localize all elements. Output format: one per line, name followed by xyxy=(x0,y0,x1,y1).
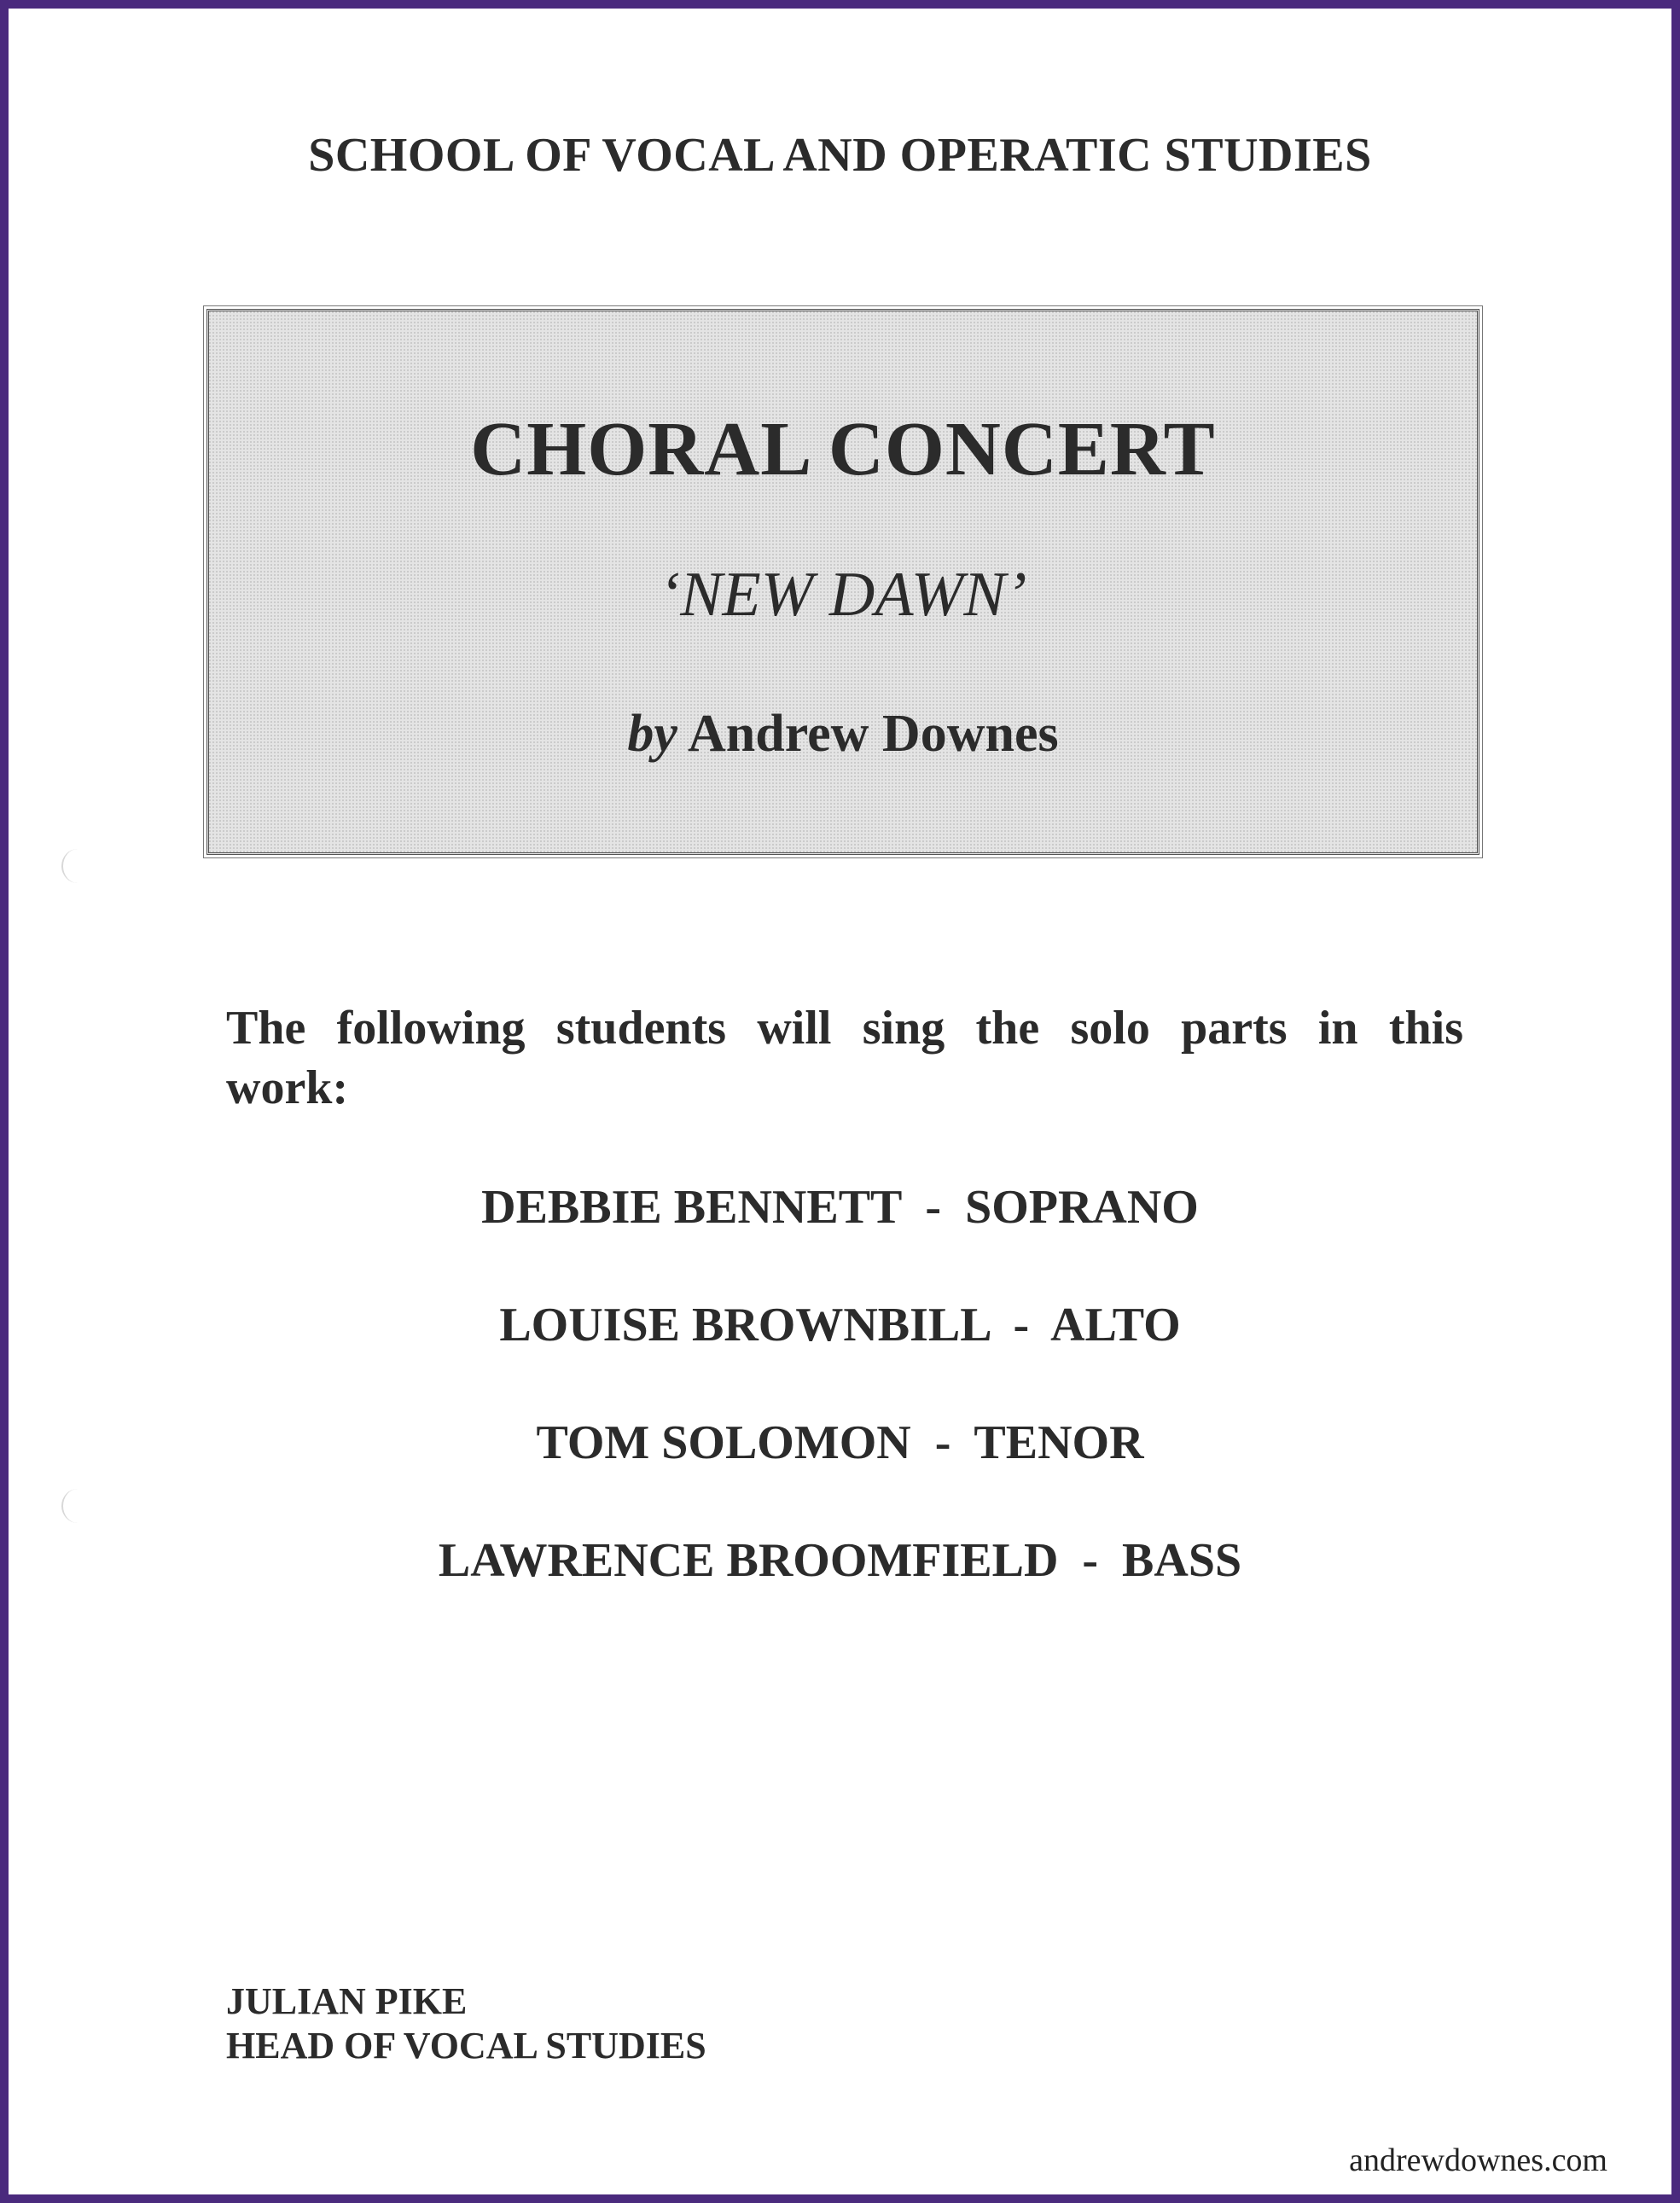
soloist-entry xyxy=(9,1295,1671,1413)
soloist-entry xyxy=(9,1177,1671,1295)
soloist-name: TOM SOLOMON xyxy=(536,1416,911,1469)
soloist-separator: - xyxy=(989,1299,1051,1351)
title-box xyxy=(206,309,1479,855)
signoff-name: JULIAN PIKE xyxy=(226,1980,468,2022)
signoff-role: HEAD OF VOCAL STUDIES xyxy=(226,2025,706,2066)
website-url: andrewdownes.com xyxy=(1349,2142,1607,2178)
soloist-voice: BASS xyxy=(1122,1534,1242,1587)
soloist-name: LAWRENCE BROOMFIELD xyxy=(438,1534,1059,1587)
work-title: ‘NEW DAWN’ xyxy=(659,560,1027,630)
composer-name: Andrew Downes xyxy=(688,705,1059,763)
soloist-voice: ALTO xyxy=(1050,1299,1181,1351)
soloist-list xyxy=(9,1177,1671,1648)
punch-hole-mark xyxy=(61,849,94,883)
soloist-name: DEBBIE BENNETT xyxy=(481,1181,902,1234)
intro-text: The following students will sing the solo parts in this work: xyxy=(226,1002,1463,1114)
soloist-entry xyxy=(9,1531,1671,1648)
soloist-separator: - xyxy=(910,1416,974,1469)
composer-line xyxy=(209,704,1477,764)
soloist-entry xyxy=(9,1413,1671,1531)
soloist-voice: SOPRANO xyxy=(965,1181,1199,1234)
signoff-block xyxy=(226,1979,706,2068)
soloist-voice: TENOR xyxy=(974,1416,1144,1469)
soloist-name: LOUISE BROWNBILL xyxy=(499,1299,990,1351)
soloist-separator: - xyxy=(901,1181,966,1234)
concert-title: CHORAL CONCERT xyxy=(470,407,1216,491)
soloist-separator: - xyxy=(1058,1534,1123,1587)
by-word: by xyxy=(627,705,677,763)
school-name: SCHOOL OF VOCAL AND OPERATIC STUDIES xyxy=(308,129,1372,182)
